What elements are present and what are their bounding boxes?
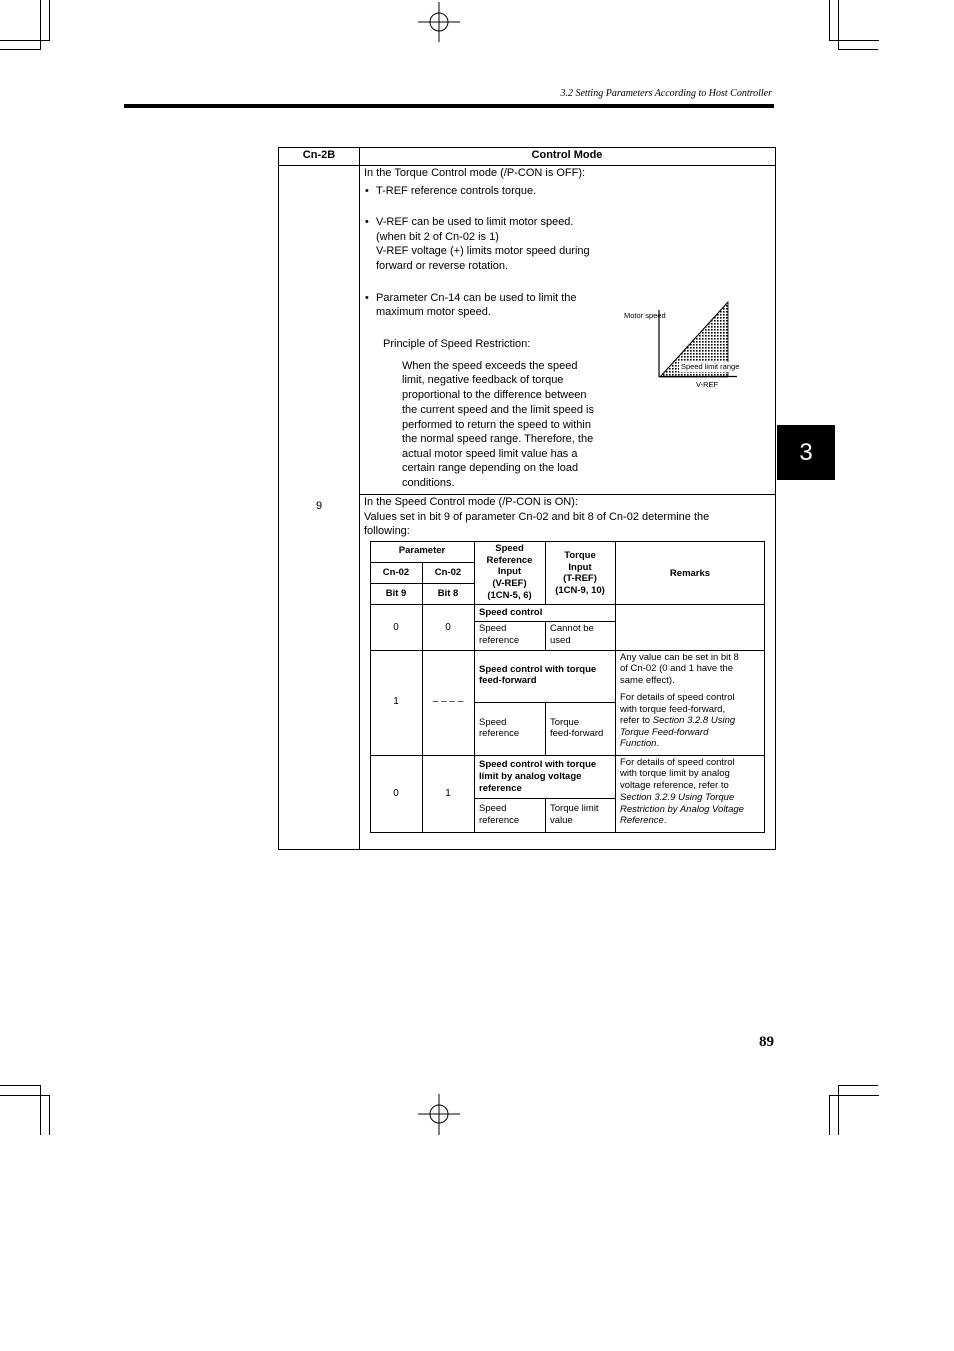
bullet-text-line: V-REF voltage (+) limits motor speed during <box>376 245 590 257</box>
torque-input: feed-forward <box>550 728 604 739</box>
bullet-icon: • <box>365 292 369 304</box>
column-header-parameter: Cn-2B <box>302 149 336 161</box>
header-torque-input: (T-REF) <box>563 573 597 584</box>
header-torque-input: (1CN-9, 10) <box>555 585 605 596</box>
bit8-value: 0 <box>445 622 451 633</box>
torque-input: Torque <box>550 717 580 728</box>
torque-input: Torque limit <box>550 803 599 814</box>
remarks-line: For details of speed control <box>620 757 735 768</box>
speed-input: Speed <box>479 803 507 814</box>
principle-line: limit, negative feedback of torque <box>402 374 564 386</box>
speed-input: Speed <box>479 717 507 728</box>
torque-input: Cannot be <box>550 623 594 634</box>
remarks-reference: Function <box>620 738 657 749</box>
header-speed-ref: Reference <box>486 555 533 566</box>
speed-mode-intro-line: Values set in bit 9 of parameter Cn-02 and bit 8 of Cn-02 determine the <box>364 511 710 523</box>
bit9-value: 0 <box>393 788 399 799</box>
mode-name: Speed control <box>479 607 543 618</box>
bullet-text-line: (when bit 2 of Cn-02 is 1) <box>376 231 499 243</box>
speed-input: reference <box>479 815 520 826</box>
bullet-text-line: Parameter Cn-14 can be used to limit the <box>376 292 577 304</box>
remarks-reference: Torque Feed-forward <box>620 727 709 738</box>
graph-band-label: Speed limit range <box>681 362 740 371</box>
principle-title: Principle of Speed Restriction: <box>383 338 531 350</box>
header-bit9: Bit 9 <box>385 588 407 599</box>
principle-line: the normal speed range. Therefore, the <box>402 433 594 445</box>
speed-mode-intro-line: In the Speed Control mode (/P-CON is ON): <box>364 496 578 508</box>
remarks-reference: Section 3.2.9 Using Torque <box>620 792 735 803</box>
header-bit8: Bit 8 <box>437 588 459 599</box>
registration-mark-top <box>418 2 460 44</box>
principle-line: the current speed and the limit speed is <box>402 404 595 416</box>
bullet-text-line: forward or reverse rotation. <box>376 260 509 272</box>
mode-name: Speed control with torque <box>479 759 597 770</box>
header-parameter: Parameter <box>398 545 446 556</box>
registration-mark-bottom <box>418 1093 460 1135</box>
header-torque-input: Torque <box>564 550 596 561</box>
page-number: 89 <box>759 1034 774 1050</box>
header-remarks: Remarks <box>669 568 711 579</box>
graph-x-label: V-REF <box>696 380 719 389</box>
speed-input: Speed <box>479 623 507 634</box>
principle-line: actual motor speed limit value has a <box>402 448 578 460</box>
header-torque-input: Input <box>568 562 592 573</box>
principle-line: performed to return the speed to within <box>402 419 591 431</box>
bullet-text-line: maximum motor speed. <box>376 306 491 318</box>
speed-input: reference <box>479 728 520 739</box>
mode-name: limit by analog voltage <box>479 771 582 782</box>
remarks-line: with torque feed-forward, <box>620 704 726 715</box>
mode-name: Speed control with torque <box>479 664 597 675</box>
speed-mode-intro-line: following: <box>364 525 410 537</box>
torque-input: value <box>550 815 573 826</box>
speed-input: reference <box>479 635 520 646</box>
bullet-icon: • <box>365 216 369 228</box>
principle-line: proportional to the difference between <box>402 389 587 401</box>
bit9-value: 0 <box>393 622 399 633</box>
remarks-reference: Section 3.2.8 Using <box>652 715 736 726</box>
principle-line: When the speed exceeds the speed <box>402 360 578 372</box>
bullet-text-line: V-REF can be used to limit motor speed. <box>376 216 574 228</box>
header-cn02-bit9: Cn-02 <box>382 567 410 578</box>
principle-line: conditions. <box>402 477 455 489</box>
header-speed-ref: Input <box>497 566 522 577</box>
bit8-value: 1 <box>445 788 451 799</box>
bullet-text: T-REF reference controls torque. <box>376 185 537 197</box>
principle-line: certain range depending on the load <box>402 462 579 474</box>
column-header-control-mode: Control Mode <box>531 149 603 161</box>
mode-name: feed-forward <box>479 675 537 686</box>
header-cn02-bit8: Cn-02 <box>434 567 462 578</box>
header-speed-ref: (V-REF) <box>492 578 527 589</box>
parameter-value: 9 <box>315 500 323 512</box>
remarks-line: Reference. <box>620 815 667 826</box>
remarks-line: with torque limit by analog <box>620 768 730 779</box>
header-speed-ref: Speed <box>495 543 524 554</box>
remarks-reference: Restriction by Analog Voltage <box>620 804 744 815</box>
remarks-line: same effect). <box>620 675 675 686</box>
bit9-value: 1 <box>393 696 399 707</box>
remarks-line <box>620 715 735 727</box>
remarks-line: of Cn-02 (0 and 1 have the <box>620 663 734 674</box>
remarks-text: refer to <box>620 715 653 726</box>
section-header: 3.2 Setting Parameters According to Host Controller <box>560 88 772 99</box>
remarks-line: voltage reference, refer to <box>620 780 729 791</box>
bit8-value: – – – – <box>432 696 464 707</box>
torque-input: used <box>550 635 571 646</box>
chapter-tab: 3 <box>777 425 835 480</box>
remarks-line: Function. <box>620 738 660 749</box>
header-speed-ref: (1CN-5, 6) <box>487 590 532 601</box>
graph-y-label: Motor speed <box>624 311 666 320</box>
torque-mode-intro: In the Torque Control mode (/P-CON is OFF): <box>364 167 586 179</box>
bullet-icon: • <box>365 185 369 197</box>
remarks-reference: Reference <box>620 815 664 826</box>
mode-name: reference <box>479 783 522 794</box>
header-rule <box>124 104 774 108</box>
remarks-line: For details of speed control <box>620 692 735 703</box>
remarks-line: Any value can be set in bit 8 <box>620 652 739 663</box>
